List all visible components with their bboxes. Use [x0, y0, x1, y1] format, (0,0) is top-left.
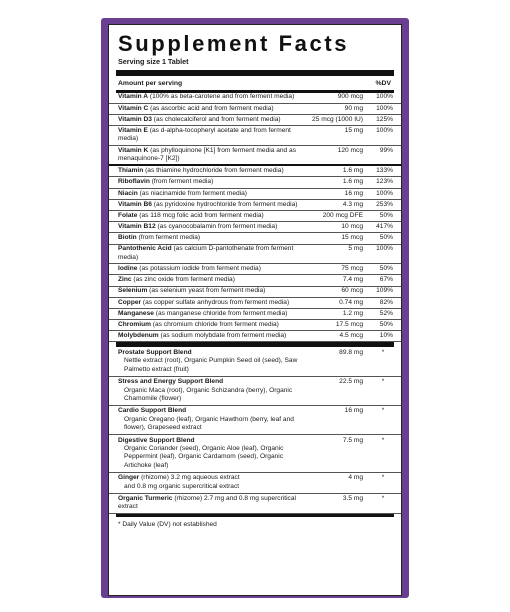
- nutrient-label: Pantothenic Acid: [118, 245, 172, 253]
- nutrient-amount: 900 mcg: [337, 93, 363, 101]
- nutrient-row: [109, 146, 401, 167]
- nutrient-source: (as potassium iodide from ferment media): [137, 265, 261, 273]
- nutrient-name: [118, 127, 303, 144]
- nutrient-label: Thiamin: [118, 167, 144, 175]
- blend-row: [109, 473, 401, 494]
- nutrient-dv: 125%: [376, 115, 393, 123]
- nutrient-row: [109, 189, 401, 200]
- nutrient-name: [118, 321, 303, 329]
- amount-per-serving-label: Amount per serving: [118, 80, 183, 87]
- blend-description: [118, 378, 303, 403]
- nutrient-amount: 7.4 mg: [342, 276, 363, 284]
- nutrient-row: [109, 211, 401, 222]
- nutrient-row: [109, 287, 401, 298]
- nutrient-label: Vitamin D3: [118, 115, 152, 123]
- nutrient-amount: 17.5 mcg: [335, 320, 363, 328]
- nutrient-name: [118, 201, 303, 209]
- nutrient-dv: 253%: [376, 200, 393, 208]
- blend-description: [118, 349, 303, 374]
- nutrient-amount: 1.6 mg: [342, 167, 363, 175]
- blend-row: [109, 377, 401, 406]
- nutrient-name: [118, 332, 303, 340]
- nutrient-source: (as selenium yeast from ferment media): [147, 287, 266, 295]
- nutrient-source: (as pyridoxine hydrochloride from ferment media): [151, 200, 298, 208]
- blend-ingredients: Nettle extract (root), Organic Pumpkin Seed oil (seed), Saw Palmetto extract (fruit): [124, 357, 298, 373]
- nutrient-amount: 90 mg: [344, 104, 363, 112]
- blend-name: Cardio Support Blend: [118, 407, 187, 415]
- blend-ingredients: Organic Coriander (seed), Organic Aloe (leaf), Organic Peppermint (leaf), Organic Cardamom (seed), Organic Artichoke (leaf): [124, 445, 284, 469]
- nutrient-dv: 50%: [379, 320, 393, 328]
- blend-row: [109, 406, 401, 435]
- nutrient-dv: 123%: [376, 178, 393, 186]
- nutrient-source: (as manganese chloride from ferment media): [153, 309, 288, 317]
- nutrient-dv: 50%: [379, 234, 393, 242]
- nutrient-label: Selenium: [118, 287, 148, 295]
- nutrient-name: [118, 178, 303, 186]
- nutrient-name: [118, 245, 303, 262]
- nutrient-dv: 100%: [376, 104, 393, 112]
- nutrient-row: [109, 298, 401, 309]
- nutrient-row: [109, 104, 401, 115]
- dv-label: %DV: [375, 80, 391, 87]
- nutrient-row: [109, 166, 401, 177]
- blends-list: [109, 347, 401, 514]
- nutrient-dv: 100%: [376, 245, 393, 253]
- nutrient-row: [109, 309, 401, 320]
- blend-dv: *: [381, 348, 385, 356]
- blend-amount: 16 mg: [344, 407, 363, 415]
- nutrient-dv: 100%: [376, 93, 393, 101]
- nutrient-name: [118, 190, 303, 198]
- blend-amount: 4 mg: [348, 474, 363, 482]
- nutrient-dv: 67%: [379, 276, 393, 284]
- nutrient-source: (as zinc oxide from ferment media): [131, 276, 235, 284]
- nutrient-name: [118, 93, 303, 101]
- blend-description: [118, 474, 303, 491]
- nutrient-amount: 200 mcg DFE: [322, 211, 363, 219]
- nutrient-label: Vitamin E: [118, 126, 148, 134]
- nutrient-dv: 100%: [376, 189, 393, 197]
- nutrient-name: [118, 310, 303, 318]
- footnote: * Daily Value (DV) not established: [118, 520, 217, 528]
- nutrient-dv: 50%: [379, 265, 393, 273]
- blend-amount: 22.5 mg: [339, 378, 363, 386]
- nutrient-amount: 25 mcg (1000 IU): [312, 115, 363, 123]
- nutrient-name: [118, 105, 303, 113]
- blend-amount: 7.5 mg: [342, 436, 363, 444]
- blend-inline-detail: (rhizome) 2.7 mg and 0.8 mg supercritical extract: [118, 495, 296, 511]
- serving-size: Serving size 1 Tablet: [118, 57, 189, 66]
- nutrient-name: [118, 167, 303, 175]
- nutrient-dv: 52%: [379, 309, 393, 317]
- blend-dv: *: [381, 436, 385, 444]
- nutrient-name: [118, 287, 303, 295]
- nutrient-label: Copper: [118, 298, 142, 306]
- nutrient-source: (as thiamine hydrochloride from ferment media): [143, 167, 284, 175]
- nutrient-source: (as niacinamide from ferment media): [137, 189, 247, 197]
- nutrient-source: (as calcium D-pantothenate from ferment media): [118, 245, 294, 261]
- nutrient-label: Vitamin B12: [118, 223, 156, 231]
- nutrient-label: Riboflavin: [118, 178, 150, 186]
- nutrient-name: [118, 234, 303, 242]
- nutrient-label: Vitamin B6: [118, 200, 152, 208]
- nutrient-label: Zinc: [118, 276, 132, 284]
- blend-name: Ginger: [118, 474, 140, 482]
- nutrient-amount: 16 mg: [344, 189, 363, 197]
- nutrient-amount: 60 mcg: [341, 287, 363, 295]
- nutrient-source: (as ascorbic acid and from ferment media): [148, 104, 274, 112]
- blend-description: [118, 407, 303, 432]
- nutrient-source: (as cholecalciferol and from ferment media): [151, 115, 281, 123]
- nutrient-row: [109, 275, 401, 286]
- nutrient-name: [118, 265, 303, 273]
- blend-dv: *: [381, 474, 385, 482]
- nutrient-dv: 82%: [379, 298, 393, 306]
- nutrient-source: (as cyanocobalamin from ferment media): [155, 223, 278, 231]
- blend-name: Organic Turmeric: [118, 495, 173, 503]
- nutrient-dv: 50%: [379, 211, 393, 219]
- blend-amount: 89.8 mg: [339, 348, 363, 356]
- nutrient-dv: 99%: [379, 146, 393, 154]
- minerals-list: [109, 166, 401, 342]
- amount-header: [109, 76, 401, 90]
- nutrient-source: (as phylloquinone [K1] from ferment media and as menaquinone-7 [K2]): [118, 146, 297, 162]
- nutrient-source: (as d-alpha-tocopheryl acetate and from ferment media): [118, 126, 291, 143]
- nutrient-label: Chromium: [118, 320, 151, 328]
- nutrient-amount: 120 mcg: [337, 146, 363, 154]
- blend-inline-detail: (rhizome) 3.2 mg aqueous extract: [139, 474, 240, 482]
- nutrient-label: Molybdenum: [118, 332, 159, 340]
- nutrient-name: [118, 116, 303, 124]
- nutrient-row: [109, 264, 401, 275]
- blend-dv: *: [381, 495, 385, 503]
- nutrient-name: [118, 299, 303, 307]
- nutrient-row: [109, 93, 401, 104]
- nutrient-label: Biotin: [118, 234, 137, 242]
- nutrient-row: [109, 222, 401, 233]
- nutrient-amount: 1.6 mg: [342, 178, 363, 186]
- nutrient-source: (as sodium molybdate from ferment media): [158, 332, 287, 340]
- nutrient-row: [109, 331, 401, 342]
- nutrient-row: [109, 126, 401, 146]
- blend-dv: *: [381, 407, 385, 415]
- nutrient-amount: 4.5 mcg: [339, 332, 363, 340]
- blend-ingredients: Organic Oregano (leaf), Organic Hawthorn (berry, leaf and flower), Grapeseed extract: [124, 415, 294, 432]
- blend-name: Stress and Energy Support Blend: [118, 378, 224, 386]
- nutrient-dv: 100%: [376, 126, 393, 134]
- nutrient-dv: 10%: [379, 332, 393, 340]
- nutrient-row: [109, 245, 401, 265]
- nutrient-source: (from ferment media): [136, 234, 201, 242]
- supplement-facts-panel: [108, 24, 402, 596]
- nutrient-source: (as copper sulfate anhydrous from ferment media): [141, 298, 290, 306]
- panel-title: Supplement Facts: [118, 31, 350, 56]
- nutrient-name: [118, 147, 303, 164]
- nutrient-name: [118, 212, 303, 220]
- blend-name: Prostate Support Blend: [118, 348, 192, 356]
- nutrient-source: (as chromium chloride from ferment media): [150, 320, 279, 328]
- nutrient-row: [109, 200, 401, 211]
- nutrient-amount: 75 mcg: [341, 265, 363, 273]
- nutrient-label: Niacin: [118, 189, 138, 197]
- nutrient-amount: 4.3 mg: [342, 200, 363, 208]
- nutrient-dv: 417%: [376, 223, 393, 231]
- nutrient-row: [109, 320, 401, 331]
- nutrient-amount: 15 mcg: [341, 234, 363, 242]
- vitamins-list: [109, 93, 401, 167]
- blend-description: [118, 495, 303, 512]
- nutrient-amount: 0.74 mg: [339, 298, 363, 306]
- nutrient-label: Vitamin A: [118, 93, 149, 101]
- blend-ingredients: Organic Maca (root), Organic Schizandra (berry), Organic Chamomile (flower): [124, 386, 293, 402]
- blend-row: [109, 347, 401, 376]
- nutrient-source: (100% as beta-carotene and from ferment media): [148, 93, 295, 101]
- nutrient-label: Vitamin C: [118, 104, 149, 112]
- nutrient-row: [109, 177, 401, 188]
- nutrient-name: [118, 276, 303, 284]
- nutrient-amount: 10 mcg: [341, 223, 363, 231]
- nutrient-label: Manganese: [118, 309, 154, 317]
- blend-row: [109, 435, 401, 473]
- nutrient-source: (as 118 mcg folic acid from ferment media): [137, 211, 264, 219]
- nutrient-name: [118, 223, 303, 231]
- nutrient-amount: 15 mg: [344, 126, 363, 134]
- blend-row: [109, 494, 401, 515]
- nutrient-row: [109, 233, 401, 244]
- blend-amount: 3.5 mg: [342, 495, 363, 503]
- nutrient-label: Iodine: [118, 265, 138, 273]
- blend-ingredients: and 0.8 mg organic supercritical extract: [124, 482, 240, 490]
- blend-description: [118, 437, 303, 471]
- nutrient-row: [109, 115, 401, 126]
- nutrient-source: (from ferment media): [149, 178, 214, 186]
- nutrient-amount: 1.2 mg: [342, 309, 363, 317]
- blend-dv: *: [381, 378, 385, 386]
- nutrient-dv: 109%: [376, 287, 393, 295]
- blend-name: Digestive Support Blend: [118, 436, 195, 444]
- nutrient-amount: 5 mg: [348, 245, 363, 253]
- nutrient-label: Folate: [118, 211, 138, 219]
- nutrient-dv: 133%: [376, 167, 393, 175]
- nutrient-label: Vitamin K: [118, 146, 149, 154]
